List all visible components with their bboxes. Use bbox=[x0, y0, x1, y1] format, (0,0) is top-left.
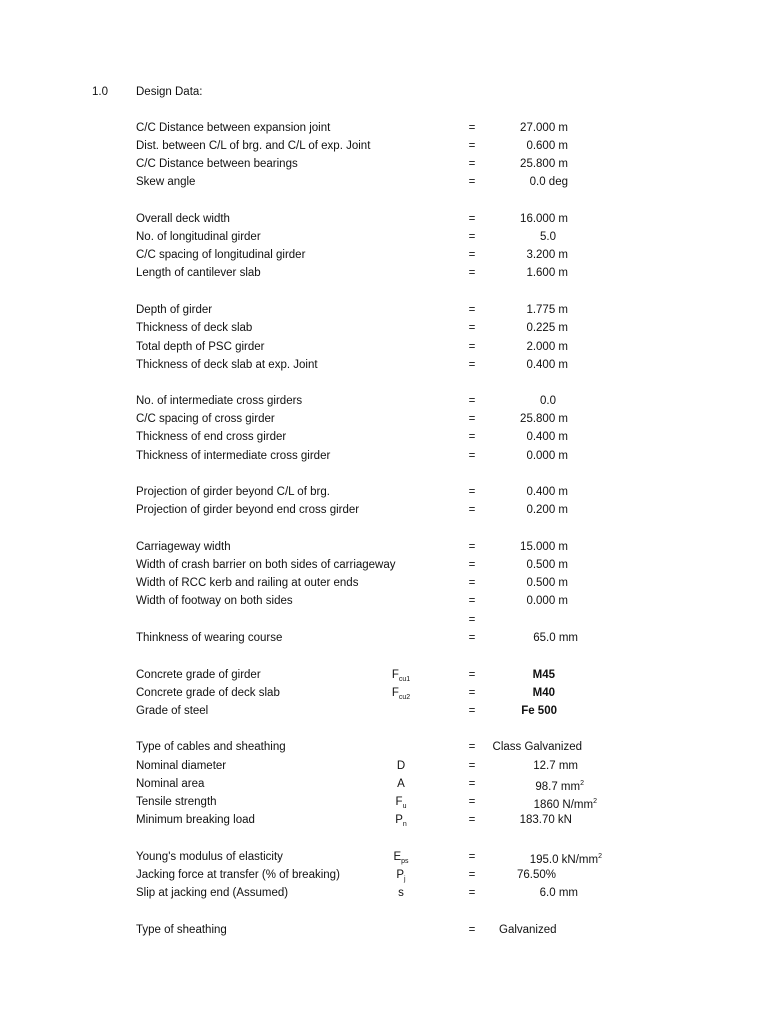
row-value: 1.775 m bbox=[526, 304, 568, 316]
row-value: 15.000 m bbox=[520, 541, 568, 553]
equals-sign: = bbox=[468, 577, 476, 589]
row-label: Depth of girder bbox=[136, 304, 213, 316]
row-label: Length of cantilever slab bbox=[136, 267, 261, 279]
row-label: Skew angle bbox=[136, 176, 196, 188]
row-value: 6.0 mm bbox=[539, 887, 578, 899]
data-row bbox=[0, 247, 768, 263]
row-label: Concrete grade of girder bbox=[136, 669, 261, 681]
row-label: C/C spacing of longitudinal girder bbox=[136, 249, 306, 261]
row-value: 5.0 bbox=[540, 231, 556, 243]
row-label: Projection of girder beyond end cross girder bbox=[136, 504, 360, 516]
row-value: 16.000 m bbox=[520, 213, 568, 225]
equals-sign: = bbox=[468, 669, 476, 681]
row-label: Width of RCC kerb and railing at outer ends bbox=[136, 577, 359, 589]
data-row bbox=[0, 339, 768, 355]
equals-sign: = bbox=[468, 687, 476, 699]
row-value: 195.0 $kN/mm^2$ bbox=[529, 853, 602, 866]
data-row bbox=[0, 630, 768, 646]
row-value: Fe 500 bbox=[521, 705, 557, 717]
row-symbol: $P_n$ bbox=[395, 814, 407, 828]
equals-sign: = bbox=[468, 614, 476, 626]
data-row bbox=[0, 393, 768, 409]
row-label: C/C spacing of cross girder bbox=[136, 413, 275, 425]
equals-sign: = bbox=[468, 796, 476, 808]
row-value: 1860 $N/mm^2$ bbox=[533, 798, 597, 811]
equals-sign: = bbox=[468, 359, 476, 371]
data-row bbox=[0, 685, 768, 701]
data-row bbox=[0, 739, 768, 755]
row-label: Projection of girder beyond C/L of brg. bbox=[136, 486, 330, 498]
equals-sign: = bbox=[468, 887, 476, 899]
row-value: Galvanized bbox=[499, 924, 557, 936]
data-row bbox=[0, 667, 768, 683]
data-row bbox=[0, 612, 768, 628]
row-symbol: s bbox=[398, 887, 404, 899]
row-label: No. of intermediate cross girders bbox=[136, 395, 303, 407]
row-label: Carriageway width bbox=[136, 541, 231, 553]
row-value: 0.600 m bbox=[526, 140, 568, 152]
data-row bbox=[0, 138, 768, 154]
row-symbol: $F_u$ bbox=[395, 796, 407, 810]
row-value: 76.50% bbox=[516, 869, 556, 881]
equals-sign: = bbox=[468, 851, 476, 863]
equals-sign: = bbox=[468, 249, 476, 261]
data-row bbox=[0, 849, 768, 865]
row-symbol: D bbox=[396, 760, 406, 772]
equals-sign: = bbox=[468, 431, 476, 443]
row-label: Width of footway on both sides bbox=[136, 595, 293, 607]
data-row bbox=[0, 484, 768, 500]
row-value: 3.200 m bbox=[526, 249, 568, 261]
data-row bbox=[0, 557, 768, 573]
row-label: Thickness of intermediate cross girder bbox=[136, 450, 331, 462]
equals-sign: = bbox=[468, 158, 476, 170]
equals-sign: = bbox=[468, 705, 476, 717]
row-value: 2.000 m bbox=[526, 341, 568, 353]
section-heading bbox=[0, 84, 768, 100]
data-row bbox=[0, 539, 768, 555]
row-label: C/C Distance between bearings bbox=[136, 158, 298, 170]
row-value: 0.500 m bbox=[526, 577, 568, 589]
equals-sign: = bbox=[468, 632, 476, 644]
equals-sign: = bbox=[468, 869, 476, 881]
row-value: M40 bbox=[532, 687, 555, 699]
row-value: 65.0 mm bbox=[533, 632, 578, 644]
row-value: 98.7 $mm^2$ bbox=[535, 780, 584, 793]
row-label: Concrete grade of deck slab bbox=[136, 687, 280, 699]
equals-sign: = bbox=[468, 413, 476, 425]
data-row bbox=[0, 812, 768, 828]
data-row bbox=[0, 429, 768, 445]
equals-sign: = bbox=[468, 395, 476, 407]
equals-sign: = bbox=[468, 304, 476, 316]
equals-sign: = bbox=[468, 122, 476, 134]
data-row bbox=[0, 320, 768, 336]
data-row bbox=[0, 593, 768, 609]
data-row bbox=[0, 867, 768, 883]
row-value: 1.600 m bbox=[526, 267, 568, 279]
data-row bbox=[0, 703, 768, 719]
data-row bbox=[0, 211, 768, 227]
data-row bbox=[0, 922, 768, 938]
row-symbol: $F_{cu2}$ bbox=[391, 687, 411, 701]
row-label: Slip at jacking end (Assumed) bbox=[136, 887, 289, 899]
data-row bbox=[0, 502, 768, 518]
row-label: Thinkness of wearing course bbox=[136, 632, 283, 644]
data-row bbox=[0, 776, 768, 792]
equals-sign: = bbox=[468, 341, 476, 353]
row-label: Minimum breaking load bbox=[136, 814, 255, 826]
equals-sign: = bbox=[468, 231, 476, 243]
row-label: Overall deck width bbox=[136, 213, 230, 225]
row-value: 0.0 deg bbox=[529, 176, 568, 188]
row-value: 0.225 m bbox=[526, 322, 568, 334]
row-value: 12.7 mm bbox=[533, 760, 578, 772]
row-label: Thickness of end cross girder bbox=[136, 431, 287, 443]
equals-sign: = bbox=[468, 760, 476, 772]
equals-sign: = bbox=[468, 450, 476, 462]
row-value: M45 bbox=[532, 669, 555, 681]
data-row bbox=[0, 156, 768, 172]
row-value: 0.400 m bbox=[526, 486, 568, 498]
data-row bbox=[0, 174, 768, 190]
data-row bbox=[0, 302, 768, 318]
row-value: 0.200 m bbox=[526, 504, 568, 516]
equals-sign: = bbox=[468, 176, 476, 188]
row-symbol: A bbox=[397, 778, 405, 790]
row-label: Jacking force at transfer (% of breaking) bbox=[136, 869, 340, 881]
row-label: C/C Distance between expansion joint bbox=[136, 122, 331, 134]
row-label: Tensile strength bbox=[136, 796, 217, 808]
row-label: Type of cables and sheathing bbox=[136, 741, 286, 753]
section-title: Design Data: bbox=[136, 86, 203, 98]
row-value: Class Galvanized bbox=[492, 741, 582, 753]
data-row bbox=[0, 357, 768, 373]
row-value: 183.70 kN bbox=[519, 814, 572, 826]
row-label: Type of sheathing bbox=[136, 924, 227, 936]
data-row bbox=[0, 411, 768, 427]
row-value: 25.800 m bbox=[520, 158, 568, 170]
row-value: 0.0 bbox=[540, 395, 556, 407]
row-value: 0.000 m bbox=[526, 450, 568, 462]
row-label: Nominal area bbox=[136, 778, 205, 790]
equals-sign: = bbox=[468, 322, 476, 334]
equals-sign: = bbox=[468, 778, 476, 790]
data-row bbox=[0, 885, 768, 901]
row-value: 0.500 m bbox=[526, 559, 568, 571]
equals-sign: = bbox=[468, 924, 476, 936]
row-symbol: $F_{cu1}$ bbox=[391, 669, 411, 683]
row-value: 0.000 m bbox=[526, 595, 568, 607]
equals-sign: = bbox=[468, 486, 476, 498]
equals-sign: = bbox=[468, 140, 476, 152]
equals-sign: = bbox=[468, 741, 476, 753]
equals-sign: = bbox=[468, 541, 476, 553]
data-row bbox=[0, 120, 768, 136]
data-row bbox=[0, 758, 768, 774]
row-label: Dist. between C/L of brg. and C/L of exp. Joint bbox=[136, 140, 371, 152]
row-value: 0.400 m bbox=[526, 359, 568, 371]
equals-sign: = bbox=[468, 814, 476, 826]
equals-sign: = bbox=[468, 504, 476, 516]
row-label: Thickness of deck slab bbox=[136, 322, 253, 334]
row-label: Young's modulus of elasticity bbox=[136, 851, 283, 863]
row-symbol: $E_{ps}$ bbox=[393, 851, 409, 865]
equals-sign: = bbox=[468, 267, 476, 279]
row-value: 25.800 m bbox=[520, 413, 568, 425]
data-row bbox=[0, 794, 768, 810]
data-row bbox=[0, 448, 768, 464]
section-number: 1.0 bbox=[92, 86, 108, 98]
data-row bbox=[0, 265, 768, 281]
row-label: Width of crash barrier on both sides of carriageway bbox=[136, 559, 396, 571]
data-row bbox=[0, 575, 768, 591]
row-label: Nominal diameter bbox=[136, 760, 227, 772]
row-label: No. of longitudinal girder bbox=[136, 231, 261, 243]
row-label: Grade of steel bbox=[136, 705, 209, 717]
equals-sign: = bbox=[468, 559, 476, 571]
row-symbol: $P_j$ bbox=[396, 869, 406, 883]
row-label: Thickness of deck slab at exp. Joint bbox=[136, 359, 318, 371]
equals-sign: = bbox=[468, 595, 476, 607]
row-value: 27.000 m bbox=[520, 122, 568, 134]
row-value: 0.400 m bbox=[526, 431, 568, 443]
equals-sign: = bbox=[468, 213, 476, 225]
data-row bbox=[0, 229, 768, 245]
row-label: Total depth of PSC girder bbox=[136, 341, 265, 353]
